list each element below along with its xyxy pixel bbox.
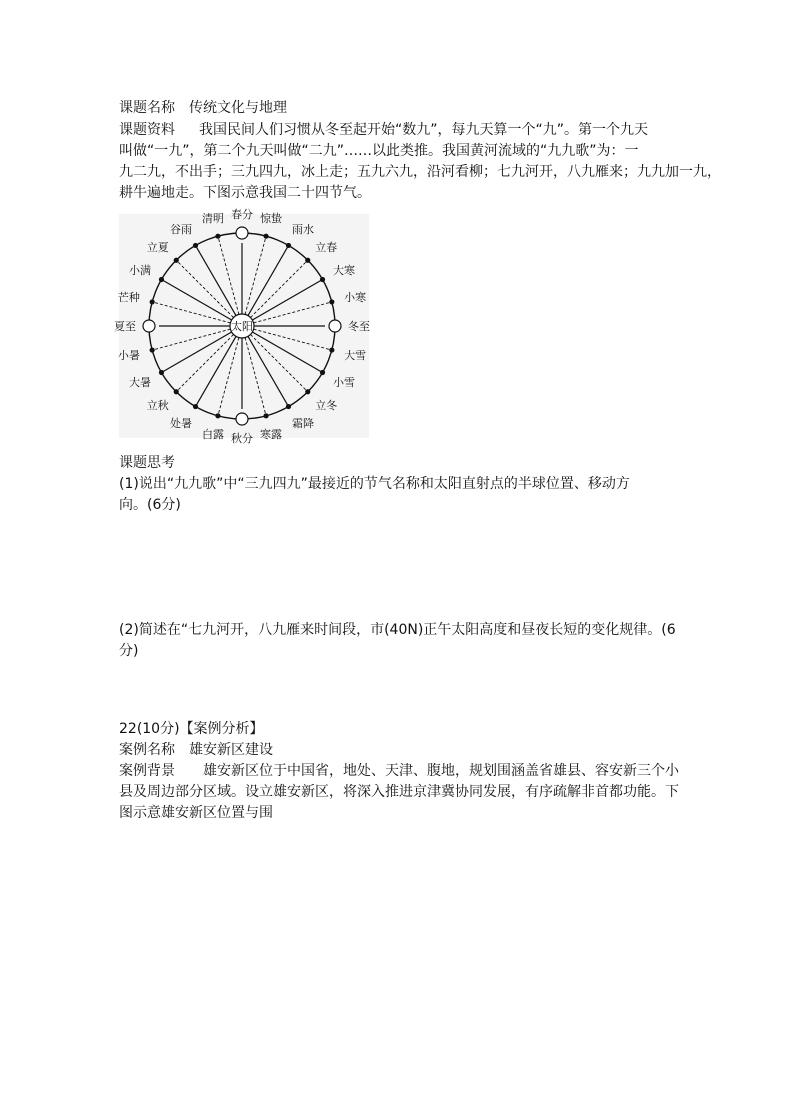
term-label-8: 谷雨 xyxy=(170,223,192,237)
term-node-8 xyxy=(193,243,198,248)
topic-material-line-2: 叫做“一九”，第二个九天叫做“二九”……以此类推。我国黄河流域的“九九歌”为：一 xyxy=(119,143,639,159)
term-label-0: 冬至 xyxy=(348,320,370,333)
case-bg-line-3: 图示意雄安新区位置与围 xyxy=(119,805,273,821)
term-label-9: 立夏 xyxy=(146,240,169,254)
case-bg-line-2: 县及周边部分区域。设立雄安新区，将深入推进京津冀协同发展，有序疏解非首都功能。下 xyxy=(119,784,679,800)
term-node-12 xyxy=(143,320,155,332)
term-node-14 xyxy=(159,370,164,375)
term-label-6: 春分 xyxy=(231,208,253,221)
topic-name-label: 课题名称 xyxy=(119,100,175,116)
term-label-14: 大暑 xyxy=(129,376,152,389)
topic-name-line xyxy=(119,98,287,118)
term-label-5: 惊蛰 xyxy=(259,211,282,225)
solar-terms-diagram xyxy=(114,208,370,445)
term-label-20: 霜降 xyxy=(292,416,314,430)
term-node-18 xyxy=(236,413,248,425)
topic-material-line-1 xyxy=(119,120,648,140)
term-label-4: 雨水 xyxy=(292,223,314,237)
term-node-5 xyxy=(263,234,268,239)
term-label-22: 小雪 xyxy=(332,376,355,389)
topic-material-text-1: 我国民间人们习惯从冬至起开始“数九”，每九天算一个“九”。第一个九天 xyxy=(199,122,649,138)
term-label-12: 夏至 xyxy=(114,320,136,333)
term-node-20 xyxy=(286,404,291,409)
term-label-18: 秋分 xyxy=(231,432,253,445)
term-node-9 xyxy=(174,258,179,263)
term-node-10 xyxy=(159,277,164,282)
question-2-line-2: 分) xyxy=(119,643,139,659)
case-bg-label: 案例背景 xyxy=(119,763,175,779)
term-node-16 xyxy=(193,404,198,409)
sun-label: 太阳 xyxy=(231,320,253,333)
term-label-10: 小满 xyxy=(129,264,152,277)
case-heading: 22(10分)【案例分析】 xyxy=(119,721,264,737)
term-label-3: 立春 xyxy=(315,240,338,254)
term-label-2: 大寒 xyxy=(332,264,355,277)
question-1-line-1: (1)说出“九九歌”中“三九四九”最接近的节气名称和太阳直射点的半球位置、移动方 xyxy=(119,476,630,492)
term-label-13: 小暑 xyxy=(117,348,140,362)
term-node-2 xyxy=(320,277,325,282)
term-label-23: 大雪 xyxy=(344,348,367,362)
term-node-1 xyxy=(329,299,334,304)
term-node-22 xyxy=(320,370,325,375)
term-label-17: 白露 xyxy=(202,428,225,442)
topic-material-label: 课题资料 xyxy=(119,122,175,138)
case-name-label: 案例名称 xyxy=(119,742,175,758)
case-bg-line-1 xyxy=(119,761,679,781)
term-label-21: 立冬 xyxy=(315,399,338,413)
term-label-16: 处暑 xyxy=(170,416,192,430)
term-label-15: 立秋 xyxy=(146,399,169,413)
term-label-11: 芒种 xyxy=(117,291,140,305)
topic-material-line-3: 九二九，不出手；三九四九，冰上走；五九六九，沿河看柳；七九河开，八九雁来；九九加一九， xyxy=(119,164,721,180)
term-node-23 xyxy=(329,347,334,352)
term-node-19 xyxy=(263,413,268,418)
question-2-line-1: (2)简述在“七九河开，八九雁来时间段，市(40N)正午太阳高度和昼夜长短的变化规律。(6 xyxy=(119,622,676,638)
term-node-11 xyxy=(150,299,155,304)
term-node-21 xyxy=(305,389,310,394)
term-node-17 xyxy=(215,413,220,418)
term-node-4 xyxy=(286,243,291,248)
question-1-line-2: 向。(6分) xyxy=(119,497,181,513)
term-node-13 xyxy=(150,347,155,352)
term-node-3 xyxy=(305,258,310,263)
topic-material-line-4: 耕牛遍地走。下图示意我国二十四节气。 xyxy=(119,185,371,201)
case-name-value: 雄安新区建设 xyxy=(189,742,273,758)
term-label-19: 寒露 xyxy=(259,428,282,442)
term-node-6 xyxy=(236,227,248,239)
case-name-line xyxy=(119,740,273,760)
thinking-heading: 课题思考 xyxy=(119,455,175,471)
term-label-1: 小寒 xyxy=(344,291,367,305)
term-node-0 xyxy=(329,320,341,332)
topic-name-value: 传统文化与地理 xyxy=(189,100,287,116)
term-label-7: 清明 xyxy=(202,211,225,225)
term-node-15 xyxy=(174,389,179,394)
case-bg-text-1: 雄安新区位于中国省，地处、天津、腹地，规划围涵盖省雄县、容安新三个小 xyxy=(203,763,679,779)
term-node-7 xyxy=(215,234,220,239)
